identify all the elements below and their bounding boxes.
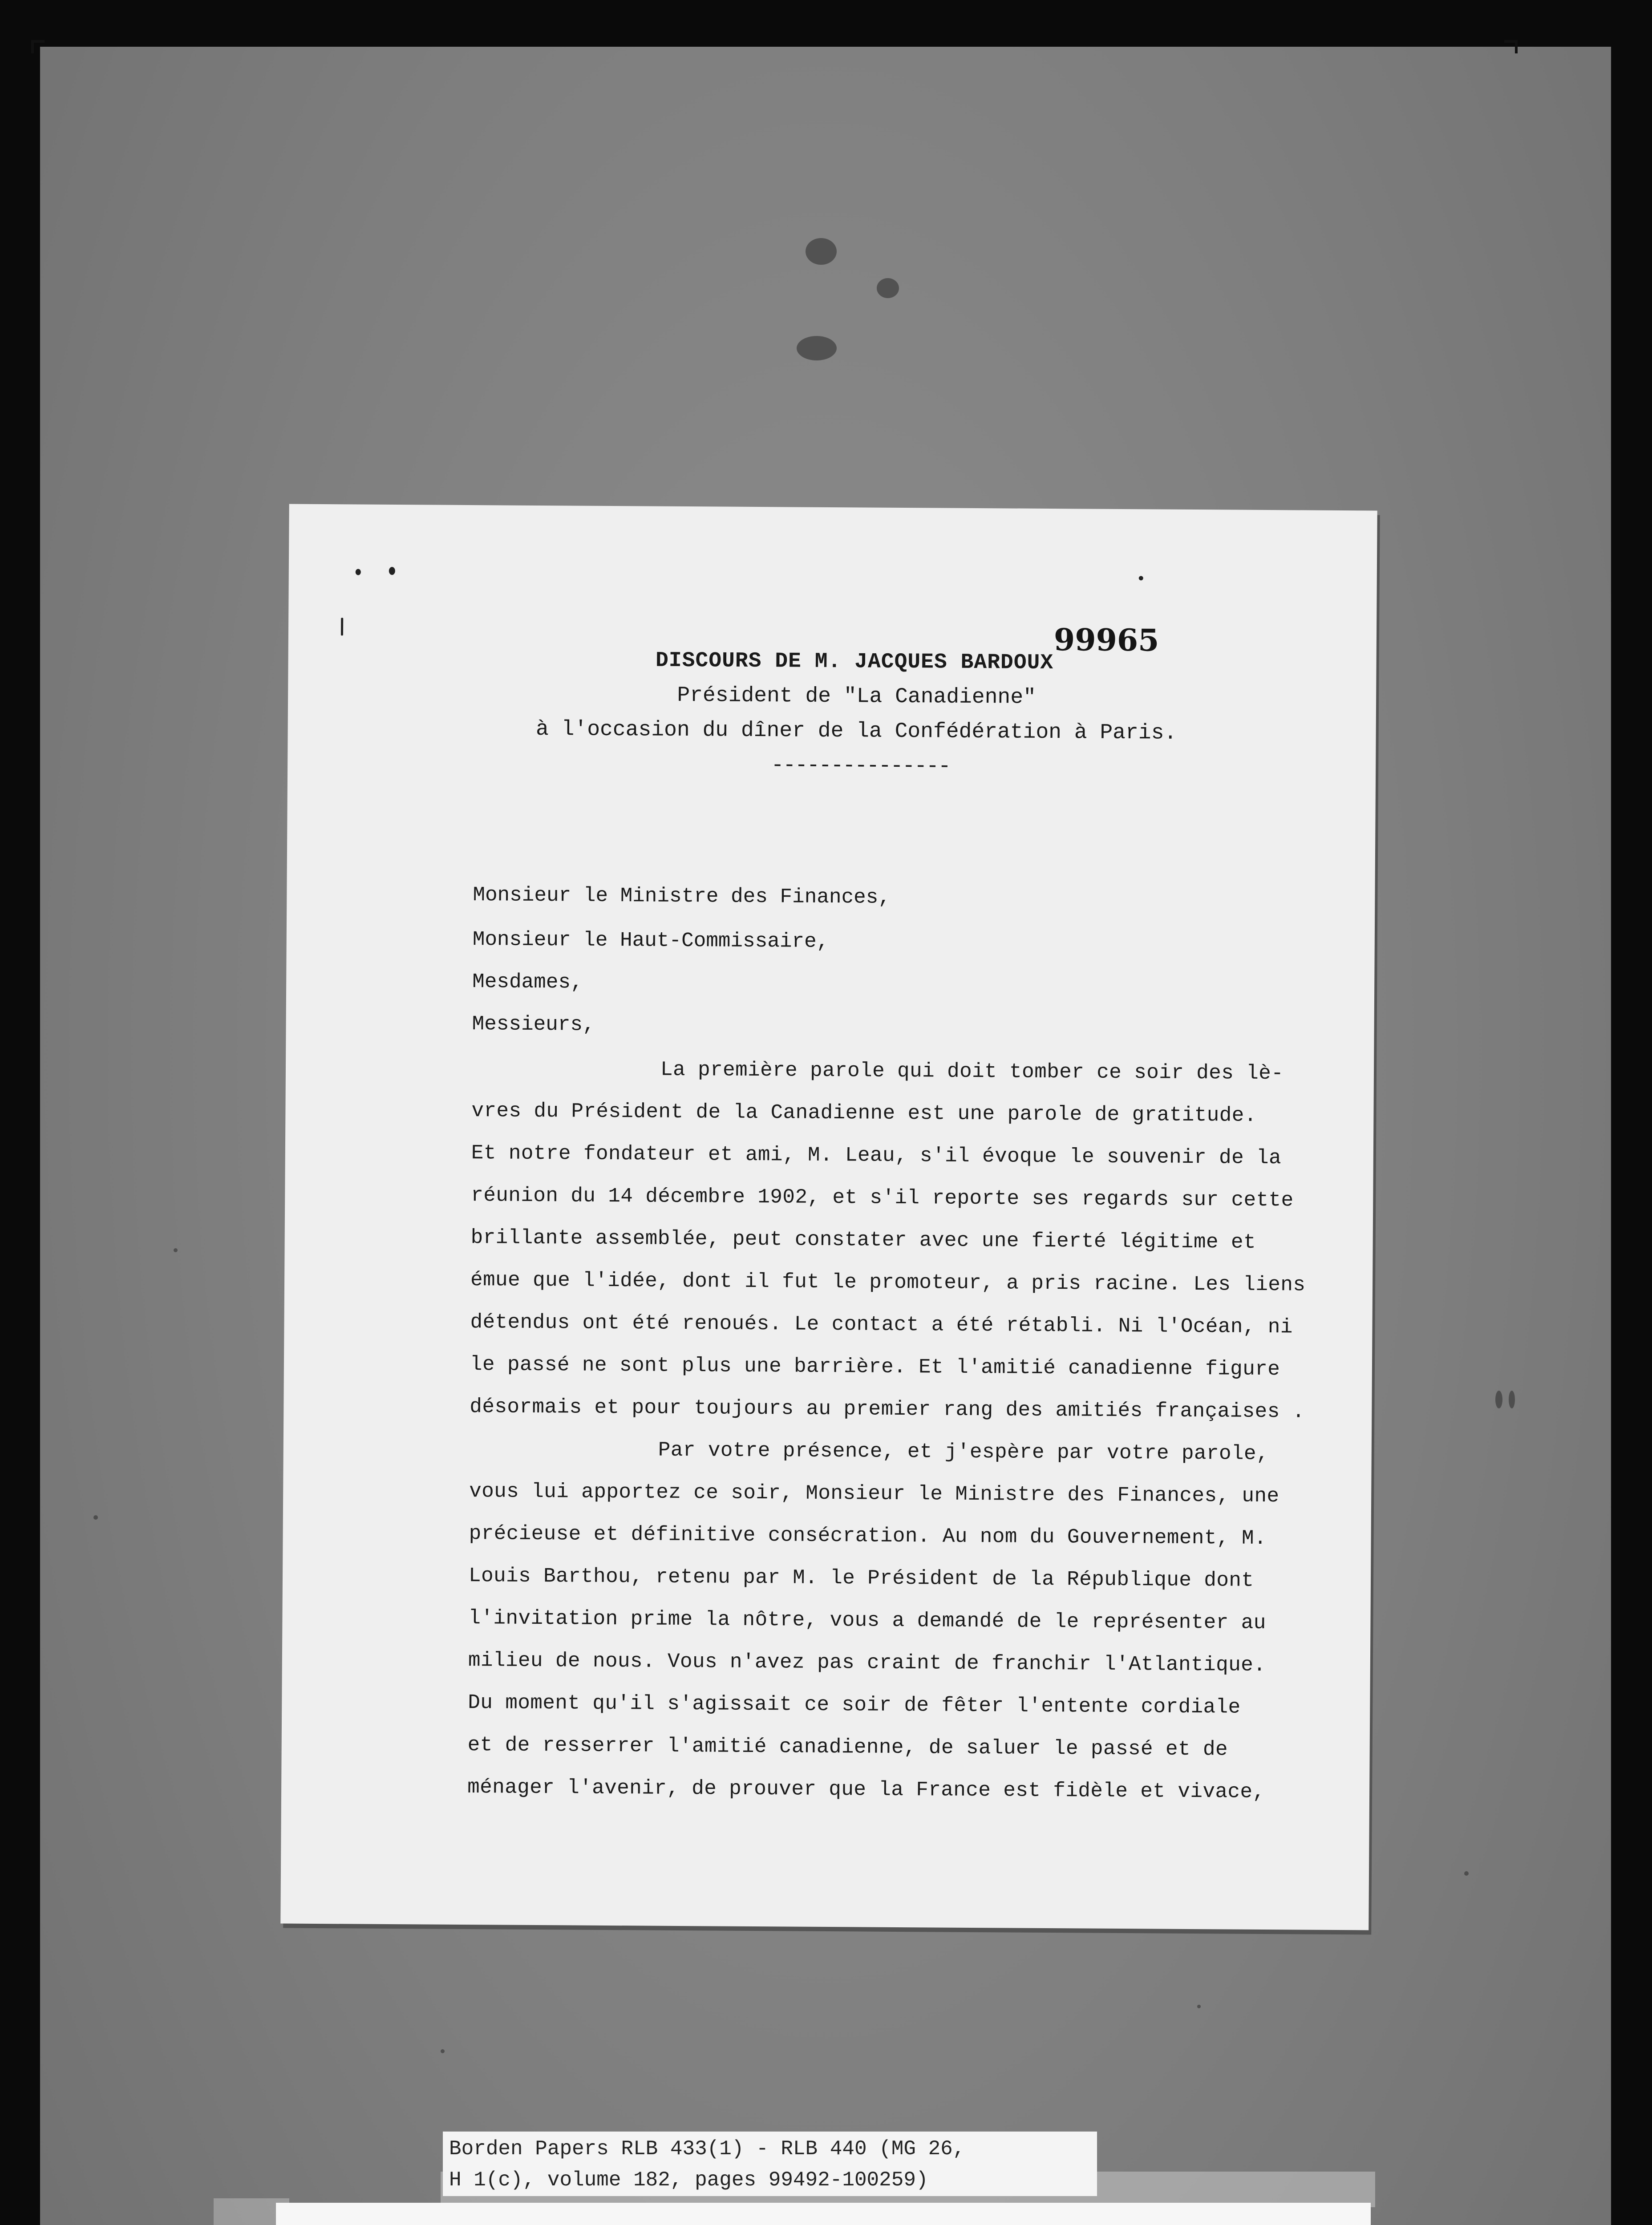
body-line: émue que l'idée, dont il fut le promoteur, a pris racine. Les liens: [470, 1268, 1306, 1297]
body-line: le passé ne sont plus une barrière. Et l'amitié canadienne figure: [470, 1353, 1280, 1381]
archives-stamp-card: [276, 2203, 1371, 2225]
speech-occasion: à l'occasion du dîner de la Confédération à Paris.: [535, 717, 1177, 745]
heading-divider: ---------------: [771, 753, 950, 779]
body-line: réunion du 14 décembre 1902, et s'il reporte ses regards sur cette: [471, 1184, 1294, 1212]
salutation-line: Monsieur le Ministre des Finances,: [473, 883, 891, 909]
document-number: 99965: [1053, 622, 1159, 659]
page-mark: [389, 567, 395, 575]
body-line: vous lui apportez ce soir, Monsieur le Ministre des Finances, une: [469, 1480, 1279, 1508]
body-line: Par votre présence, et j'espère par votre parole,: [658, 1438, 1269, 1466]
body-line: précieuse et définitive consécration. Au nom du Gouvernement, M.: [469, 1522, 1267, 1550]
salutation-line: Monsieur le Haut-Commissaire,: [472, 928, 829, 953]
page-mark: [341, 618, 343, 635]
body-line: Du moment qu'il s'agissait ce soir de fêter l'entente cordiale: [468, 1691, 1241, 1719]
body-line: milieu de nous. Vous n'avez pas craint de franchir l'Atlantique.: [468, 1649, 1266, 1677]
body-line: désormais et pour toujours au premier rang des amitiés françaises .: [470, 1395, 1305, 1424]
letter-page: [280, 504, 1377, 1930]
body-line: détendus ont été renoués. Le contact a été rétabli. Ni l'Océan, ni: [470, 1311, 1293, 1339]
reference-line: Borden Papers RLB 433(1) - RLB 440 (MG 26,: [449, 2137, 965, 2160]
salutation-line: Mesdames,: [472, 970, 583, 994]
reference-label: [443, 2132, 1097, 2196]
body-line: Louis Barthou, retenu par M. le Président de la République dont: [468, 1564, 1254, 1592]
reference-line: H 1(c), volume 182, pages 99492-100259): [449, 2168, 928, 2192]
salutation-line: Messieurs,: [472, 1012, 595, 1036]
body-line: vres du Président de la Canadienne est une parole de gratitude.: [471, 1099, 1257, 1127]
body-line: La première parole qui doit tomber ce soir des lè-: [660, 1058, 1284, 1085]
speech-title: DISCOURS DE M. JACQUES BARDOUX: [655, 648, 1054, 676]
frame-corner-mark: [1504, 40, 1518, 53]
page-mark: [1139, 576, 1143, 580]
body-line: l'invitation prime la nôtre, vous a demandé de le représenter au: [468, 1606, 1266, 1635]
body-line: et de resserrer l'amitié canadienne, de saluer le passé et de: [467, 1733, 1228, 1761]
body-line: brillante assemblée, peut constater avec une fierté légitime et: [470, 1226, 1256, 1254]
speech-subtitle: Président de "La Canadienne": [677, 683, 1037, 710]
frame-corner-mark: [31, 40, 45, 53]
body-line: Et notre fondateur et ami, M. Leau, s'il évoque le souvenir de la: [471, 1141, 1282, 1170]
body-line: ménager l'avenir, de prouver que la France est fidèle et vivace,: [467, 1776, 1265, 1804]
page-mark: [356, 569, 361, 575]
